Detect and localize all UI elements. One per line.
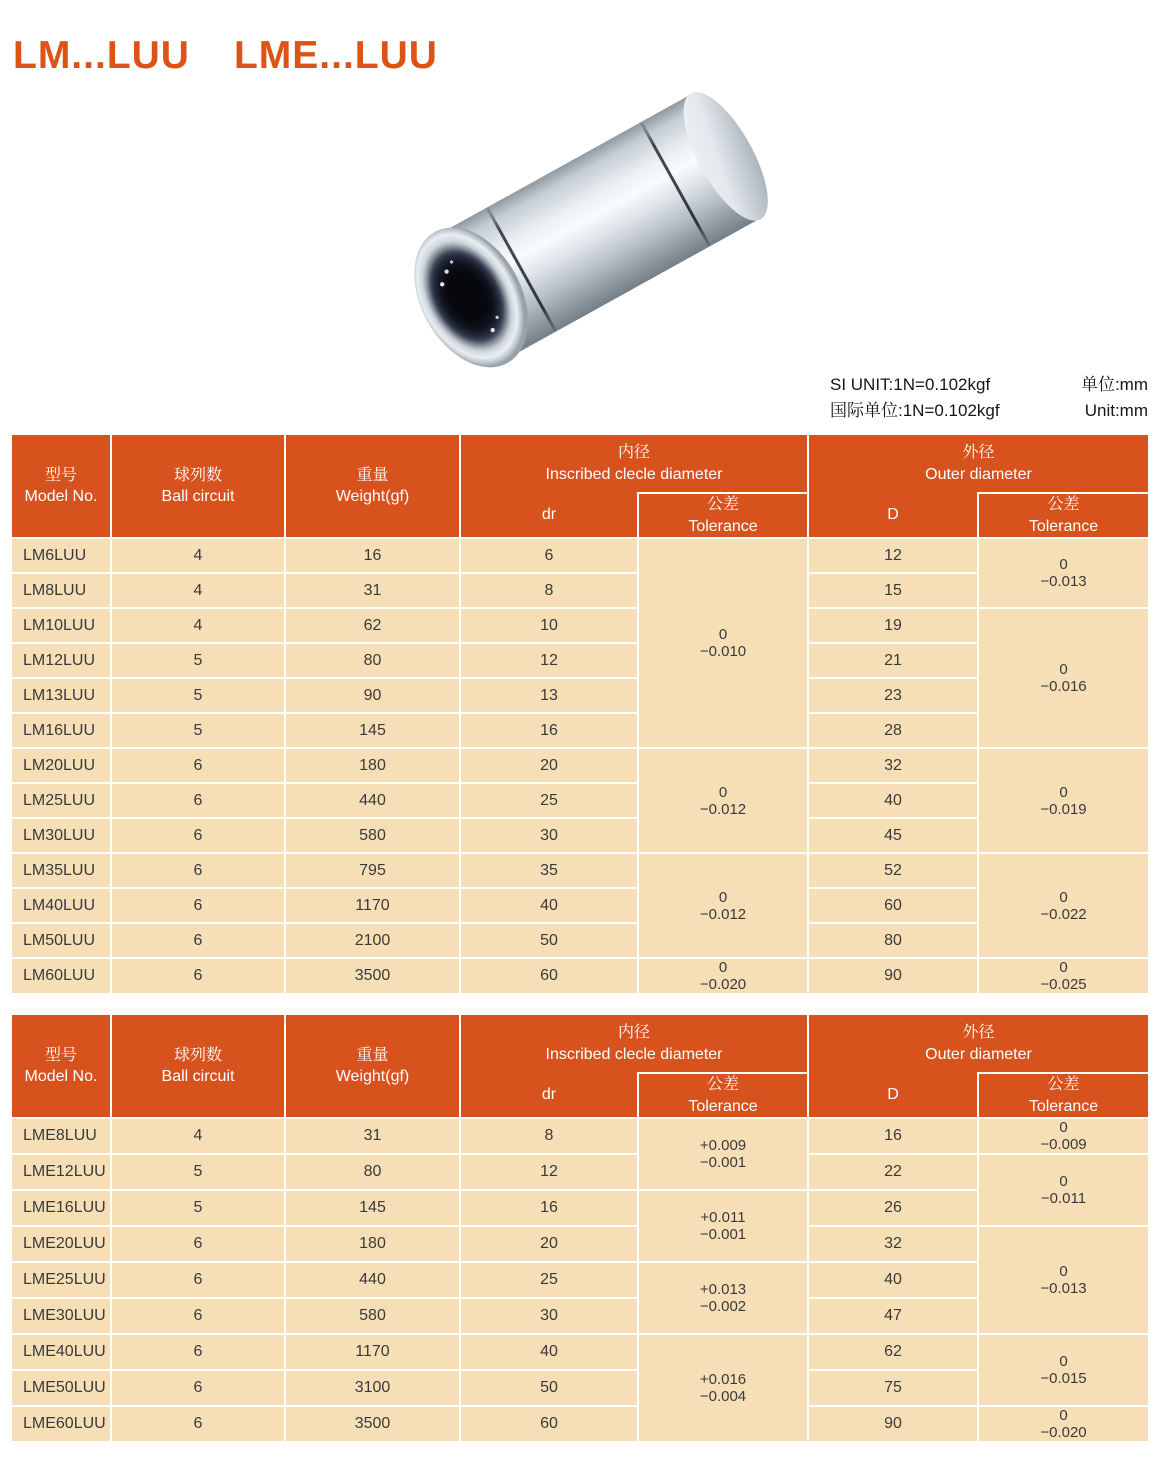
d-cell: 26 xyxy=(807,1189,977,1225)
table-row xyxy=(12,747,1148,782)
model-cell: LM25LUU xyxy=(12,782,110,817)
unit-note-line1 xyxy=(830,372,1148,398)
dr-cell: 20 xyxy=(459,747,637,782)
lme-luu-spec-table xyxy=(12,1015,1148,1441)
inner-tolerance-cell: 0 −0.012 xyxy=(637,852,807,957)
ball-circuit-cell: 5 xyxy=(110,642,284,677)
d-cell: 52 xyxy=(807,852,977,887)
ball-circuit-cell: 5 xyxy=(110,1153,284,1189)
weight-cell: 2100 xyxy=(284,922,459,957)
header-weight: 重量 Weight(gf) xyxy=(284,1015,459,1117)
header-ball-circuit: 球列数 Ball circuit xyxy=(110,435,284,537)
weight-cell: 90 xyxy=(284,677,459,712)
header-weight: 重量 Weight(gf) xyxy=(284,435,459,537)
ball-circuit-cell: 4 xyxy=(110,1117,284,1153)
outer-tolerance-cell: 0 −0.022 xyxy=(977,852,1148,957)
header-model-no: 型号 Model No. xyxy=(12,1015,110,1117)
inner-tolerance-cell: +0.013 −0.002 xyxy=(637,1261,807,1333)
model-cell: LM6LUU xyxy=(12,537,110,572)
dr-cell: 13 xyxy=(459,677,637,712)
inner-tolerance-cell: +0.011 −0.001 xyxy=(637,1189,807,1261)
ball-circuit-cell: 4 xyxy=(110,572,284,607)
dr-cell: 12 xyxy=(459,642,637,677)
d-cell: 90 xyxy=(807,957,977,993)
weight-cell: 440 xyxy=(284,1261,459,1297)
dr-cell: 6 xyxy=(459,537,637,572)
table-row xyxy=(12,537,1148,572)
dr-cell: 25 xyxy=(459,782,637,817)
weight-cell: 145 xyxy=(284,1189,459,1225)
dr-cell: 8 xyxy=(459,1117,637,1153)
weight-cell: 31 xyxy=(284,572,459,607)
weight-cell: 180 xyxy=(284,747,459,782)
outer-tolerance-cell: 0 −0.013 xyxy=(977,537,1148,607)
d-cell: 22 xyxy=(807,1153,977,1189)
header-inscribed-circle-diameter: 内径 Inscribed clecle diameter xyxy=(459,1015,807,1072)
ball-circuit-cell: 4 xyxy=(110,537,284,572)
ball-circuit-cell: 6 xyxy=(110,852,284,887)
d-cell: 62 xyxy=(807,1333,977,1369)
dr-cell: 8 xyxy=(459,572,637,607)
header-outer-tolerance: 公差 Tolerance xyxy=(977,1072,1148,1117)
model-cell: LME25LUU xyxy=(12,1261,110,1297)
table-row xyxy=(12,1333,1148,1369)
outer-tolerance-cell: 0 −0.009 xyxy=(977,1117,1148,1153)
d-cell: 32 xyxy=(807,747,977,782)
d-cell: 16 xyxy=(807,1117,977,1153)
weight-cell: 80 xyxy=(284,1153,459,1189)
dr-cell: 30 xyxy=(459,1297,637,1333)
d-cell: 40 xyxy=(807,782,977,817)
dr-cell: 40 xyxy=(459,887,637,922)
ball-circuit-cell: 5 xyxy=(110,1189,284,1225)
page-title-lm: LM...LUU xyxy=(13,34,190,77)
d-cell: 75 xyxy=(807,1369,977,1405)
d-cell: 47 xyxy=(807,1297,977,1333)
ball-circuit-cell: 6 xyxy=(110,1369,284,1405)
ball-circuit-cell: 6 xyxy=(110,747,284,782)
dr-cell: 60 xyxy=(459,957,637,993)
ball-circuit-cell: 6 xyxy=(110,782,284,817)
model-cell: LME30LUU xyxy=(12,1297,110,1333)
weight-cell: 3500 xyxy=(284,957,459,993)
unit-note-line2 xyxy=(830,398,1148,424)
model-cell: LM13LUU xyxy=(12,677,110,712)
weight-cell: 180 xyxy=(284,1225,459,1261)
model-cell: LME8LUU xyxy=(12,1117,110,1153)
intl-unit-text: 国际单位:1N=0.102kgf xyxy=(830,401,1000,421)
header-outer-diameter: 外径 Outer diameter xyxy=(807,1015,1148,1072)
model-cell: LME16LUU xyxy=(12,1189,110,1225)
model-cell: LM40LUU xyxy=(12,887,110,922)
ball-circuit-cell: 4 xyxy=(110,607,284,642)
d-cell: 45 xyxy=(807,817,977,852)
d-cell: 80 xyxy=(807,922,977,957)
lm-luu-spec-table xyxy=(12,435,1148,993)
model-cell: LM50LUU xyxy=(12,922,110,957)
weight-cell: 3100 xyxy=(284,1369,459,1405)
header-inner-tolerance: 公差 Tolerance xyxy=(637,492,807,537)
ball-circuit-cell: 6 xyxy=(110,817,284,852)
ball-circuit-cell: 6 xyxy=(110,1333,284,1369)
model-cell: LM35LUU xyxy=(12,852,110,887)
header-inner-tolerance: 公差 Tolerance xyxy=(637,1072,807,1117)
table-row xyxy=(12,1225,1148,1261)
outer-tolerance-cell: 0 −0.025 xyxy=(977,957,1148,993)
ball-circuit-cell: 6 xyxy=(110,957,284,993)
d-cell: 23 xyxy=(807,677,977,712)
table-row xyxy=(12,852,1148,887)
d-cell: 60 xyxy=(807,887,977,922)
weight-cell: 580 xyxy=(284,1297,459,1333)
dr-cell: 30 xyxy=(459,817,637,852)
d-cell: 19 xyxy=(807,607,977,642)
outer-tolerance-cell: 0 −0.019 xyxy=(977,747,1148,852)
inner-tolerance-cell: 0 −0.010 xyxy=(637,537,807,747)
dr-cell: 25 xyxy=(459,1261,637,1297)
d-cell: 28 xyxy=(807,712,977,747)
weight-cell: 1170 xyxy=(284,1333,459,1369)
model-cell: LM12LUU xyxy=(12,642,110,677)
dr-cell: 16 xyxy=(459,712,637,747)
bearing-product-image xyxy=(368,96,838,392)
weight-cell: 1170 xyxy=(284,887,459,922)
d-cell: 40 xyxy=(807,1261,977,1297)
header-dr: dr xyxy=(459,492,637,537)
unit-mm-text: 单位:mm xyxy=(1080,375,1148,394)
weight-cell: 3500 xyxy=(284,1405,459,1441)
model-cell: LME20LUU xyxy=(12,1225,110,1261)
ball-circuit-cell: 6 xyxy=(110,1261,284,1297)
weight-cell: 62 xyxy=(284,607,459,642)
outer-tolerance-cell: 0 −0.020 xyxy=(977,1405,1148,1441)
ball-circuit-cell: 6 xyxy=(110,1225,284,1261)
d-cell: 12 xyxy=(807,537,977,572)
model-cell: LME50LUU xyxy=(12,1369,110,1405)
header-d: D xyxy=(807,1072,977,1117)
model-cell: LM16LUU xyxy=(12,712,110,747)
model-cell: LME60LUU xyxy=(12,1405,110,1441)
outer-tolerance-cell: 0 −0.015 xyxy=(977,1333,1148,1405)
outer-tolerance-cell: 0 −0.016 xyxy=(977,607,1148,747)
weight-cell: 31 xyxy=(284,1117,459,1153)
dr-cell: 12 xyxy=(459,1153,637,1189)
outer-tolerance-cell: 0 −0.013 xyxy=(977,1225,1148,1333)
model-cell: LME40LUU xyxy=(12,1333,110,1369)
weight-cell: 795 xyxy=(284,852,459,887)
page-title-lme: LME...LUU xyxy=(233,34,438,77)
weight-cell: 80 xyxy=(284,642,459,677)
header-ball-circuit: 球列数 Ball circuit xyxy=(110,1015,284,1117)
dr-cell: 35 xyxy=(459,852,637,887)
unit-mm-text-en: Unit:mm xyxy=(1084,401,1148,421)
ball-circuit-cell: 6 xyxy=(110,1405,284,1441)
model-cell: LM60LUU xyxy=(12,957,110,993)
header-inscribed-circle-diameter: 内径 Inscribed clecle diameter xyxy=(459,435,807,492)
header-d: D xyxy=(807,492,977,537)
model-cell: LM8LUU xyxy=(12,572,110,607)
bearing-cylinder xyxy=(402,83,780,379)
page-title xyxy=(13,34,438,78)
d-cell: 32 xyxy=(807,1225,977,1261)
weight-cell: 580 xyxy=(284,817,459,852)
dr-cell: 20 xyxy=(459,1225,637,1261)
table-row xyxy=(12,957,1148,993)
header-model-no: 型号 Model No. xyxy=(12,435,110,537)
ball-circuit-cell: 5 xyxy=(110,677,284,712)
d-cell: 21 xyxy=(807,642,977,677)
inner-tolerance-cell: +0.016 −0.004 xyxy=(637,1333,807,1441)
ball-circuit-cell: 6 xyxy=(110,887,284,922)
dr-cell: 50 xyxy=(459,1369,637,1405)
si-unit-text: SI UNIT:1N=0.102kgf xyxy=(830,375,991,394)
outer-tolerance-cell: 0 −0.011 xyxy=(977,1153,1148,1225)
unit-note xyxy=(830,372,1148,425)
model-cell: LM20LUU xyxy=(12,747,110,782)
inner-tolerance-cell: 0 −0.020 xyxy=(637,957,807,993)
table-row xyxy=(12,1117,1148,1153)
weight-cell: 145 xyxy=(284,712,459,747)
model-cell: LME12LUU xyxy=(12,1153,110,1189)
ball-circuit-cell: 6 xyxy=(110,922,284,957)
ball-circuit-cell: 5 xyxy=(110,712,284,747)
dr-cell: 16 xyxy=(459,1189,637,1225)
d-cell: 90 xyxy=(807,1405,977,1441)
d-cell: 15 xyxy=(807,572,977,607)
weight-cell: 16 xyxy=(284,537,459,572)
inner-tolerance-cell: +0.009 −0.001 xyxy=(637,1117,807,1189)
ball-circuit-cell: 6 xyxy=(110,1297,284,1333)
table-row xyxy=(12,1405,1148,1441)
dr-cell: 40 xyxy=(459,1333,637,1369)
header-outer-diameter: 外径 Outer diameter xyxy=(807,435,1148,492)
header-outer-tolerance: 公差 Tolerance xyxy=(977,492,1148,537)
weight-cell: 440 xyxy=(284,782,459,817)
model-cell: LM30LUU xyxy=(12,817,110,852)
table-row xyxy=(12,607,1148,642)
header-dr: dr xyxy=(459,1072,637,1117)
dr-cell: 50 xyxy=(459,922,637,957)
table-row xyxy=(12,1153,1148,1189)
dr-cell: 60 xyxy=(459,1405,637,1441)
inner-tolerance-cell: 0 −0.012 xyxy=(637,747,807,852)
dr-cell: 10 xyxy=(459,607,637,642)
model-cell: LM10LUU xyxy=(12,607,110,642)
